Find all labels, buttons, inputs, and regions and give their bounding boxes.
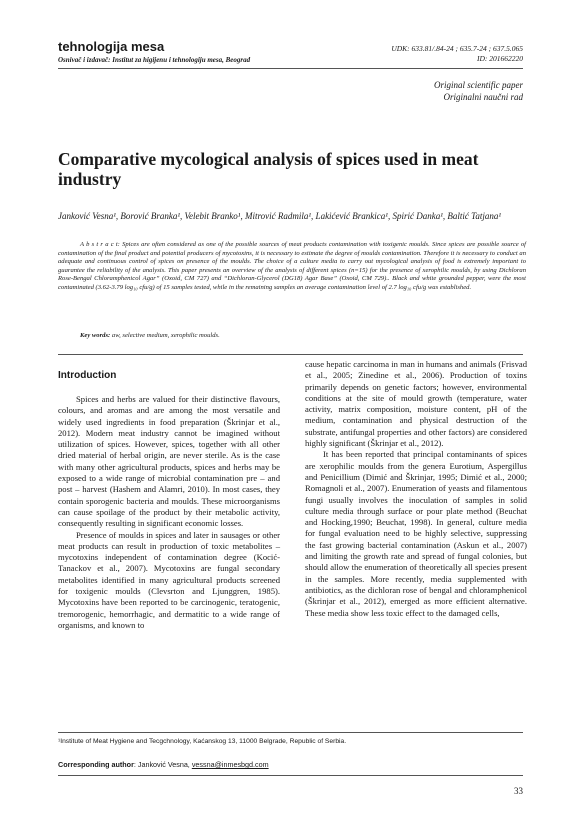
- paper-type-sr: Originalni naučni rad: [443, 92, 523, 102]
- journal-header: [58, 40, 358, 65]
- classification-codes: [391, 44, 523, 64]
- keywords-text: aw, selective medium, xerophilic moulds.: [111, 332, 220, 339]
- body-column-right: [305, 359, 527, 619]
- paper-type-en: Original scientific paper: [434, 80, 523, 90]
- paper-type: [434, 79, 523, 103]
- udk-code: UDK: 633.81/.84-24 ; 635.7-24 ; 637.5.065: [391, 44, 523, 53]
- corresponding-name: : Janković Vesna,: [133, 760, 192, 769]
- abstract-text: Spices are often considered as one of the possible sources of meat products contamination with toxigenic moulds. Since spices are possible source of contamination of the final product and potential producers of mycotoxins, it is necessary to estimate the degree of moulds contamination. Therefore it is necessary to conduct an adequate and continuous control of spices on presence of the moulds. The choice of a culture media to carry out mycological analysis of food is extremely important to guarantee the reliability of the analysis. This paper presents an overview of the analysis of different spices (n=15) for the presence of xerophilic moulds, by using Dichloran Rose-Bengal Chloramphenicol Agar” (Oxoid, CM 727) and “Dichloran-Glycerol (DG18) Agar Base” (Oxoid, CM 729).. Black and white grounded pepper, were the most contaminated (3.62-3.79 log₁₀ cfu/g) of 15 samples tested, while in the remaining samples an average contamination level of 2.7 log₁₀ cfu/g was established.: [58, 241, 527, 291]
- header-divider: [58, 68, 523, 69]
- paper-id: ID: 201662220: [476, 54, 523, 63]
- abstract: [58, 241, 526, 293]
- footnote-divider: [58, 732, 523, 733]
- body-paragraph: Spices and herbs are valued for their distinctive flavours, colours, and aromas and are among the most versatile and widely used ingredients in food preparation (Škrinjar et al., 2012). Modern meat industry cannot be imagined without utilization of spices. However, spices, together with all other dried material of herbal origin, are never sterile. As is the case with many other agricultural products, spices and herbs may be exposed to a wide range of microbial contamination pre – and post – harvest (Hashem and Alamri, 2010). In most cases, they contain sporogenic bacteria and moulds. These microorganisms can cause spoilage of the product by their metabolic activity, consequently resulting in significant economic losses.: [58, 394, 280, 529]
- section-heading-introduction: Introduction: [58, 370, 117, 381]
- affiliation-footnote: ¹Institute of Meat Hygiene and Tecgchnology, Kaćanskog 13, 11000 Belgrade, Republic of Serbia.: [58, 738, 347, 745]
- paper-title: Comparative mycological analysis of spices used in meat industry: [58, 149, 479, 189]
- page-number: 33: [514, 786, 523, 796]
- footer-divider: [58, 775, 523, 776]
- body-paragraph: Presence of moulds in spices and later in sausages or other meat products can result in production of toxic metabolites – mycotoxins independent of contamination degree (Kocić-Tanackov et al., 2007). Mycotoxins are fungal secondary metabolites identified in many agricultural products screened for toxigenic moulds (Clevsrton and Ljunggren, 1985). Mycotoxins have been reported to be carcinogenic, teratogenic, tremorogenic, hemorrhagic, and dermatitic to a wide range of organisms, and known to: [58, 529, 280, 630]
- abstract-divider: [58, 354, 523, 355]
- journal-publisher: Osnivač i izdavač: Institut za higijenu i tehnologiju mesa, Beograd: [58, 56, 251, 64]
- keywords-label: Key words:: [80, 332, 111, 339]
- corresponding-email-link[interactable]: vessna@inmesbgd.com: [191, 760, 269, 769]
- body-paragraph: It has been reported that principal contaminants of spices are xerophilic moulds from the genera Eurotium, Aspergillus and Penicillium (Dimić and Škrinjar, 1995; Dimić et al., 2000; Romagnoli et al., 2007). Enumeration of yeasts and filamentous fungi usually involves the inoculation of samples in solid culture media through surface or pour plate method (Beuchat and Hocking,1990; Beuchat, 1998). In general, culture media for fungal evaluation need to be highly selective, suppressing the fast growing bacterial contamination (Askun et al., 2007) and limiting the growth rate and spread of fungal colonies, but should allow the enumeration of theoretically all species present in the samples. More recently, media supplemented with antibiotics, as the dichloran rose of bengal and chloramphenicol (Škrinjar et al., 2012), emerged as more efficient alternative. These media show less toxic effect to the damaged cells,: [305, 449, 527, 618]
- body-paragraph: cause hepatic carcinoma in man in humans and animals (Frisvad et al., 2005; Zinedine et al., 2006). Production of toxins primarily depends on genetic factors; however, environmental conditions at the site of mould growth (temperature, water activity, matrix composition, moisture content, pH of the medium, contamination and physical destruction of the substrate, antifungal properties and other factors) are considered highly significant (Škrinjar et al., 2012).: [305, 359, 527, 449]
- keywords: [80, 332, 520, 341]
- journal-name: tehnologija mesa: [58, 39, 165, 54]
- corresponding-label: Corresponding author: [58, 760, 134, 769]
- abstract-label: A b s t r a c t:: [80, 241, 120, 248]
- body-column-left: [58, 370, 280, 631]
- author-list: Janković Vesna¹, Borović Branka¹, Velebit Branko¹, Mitrović Radmila¹, Lakićević Brankica¹, Spirić Danka¹, Baltić Tatjana¹: [58, 211, 502, 221]
- corresponding-author: [58, 760, 528, 770]
